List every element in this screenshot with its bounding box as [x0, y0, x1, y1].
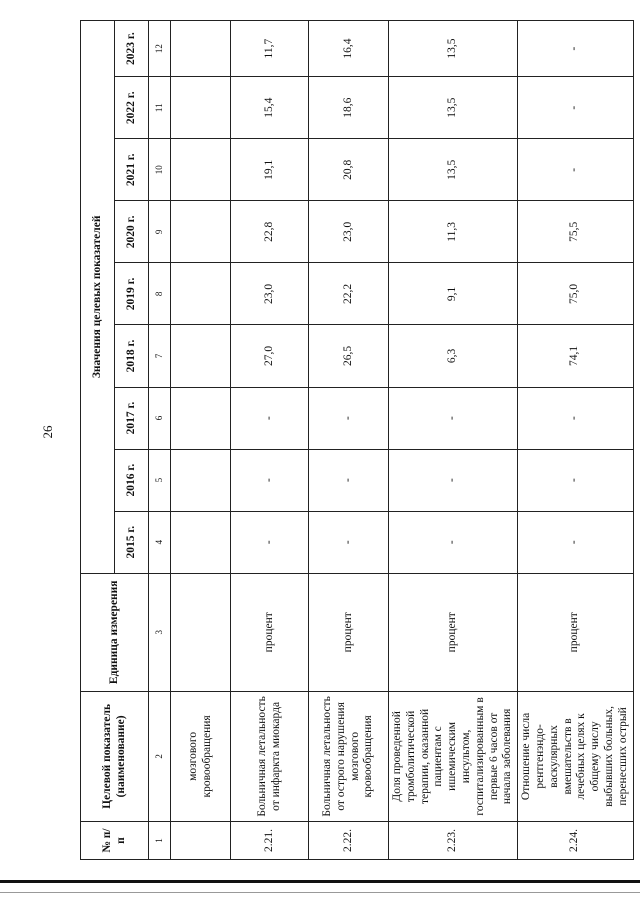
target-indicators-table — [80, 20, 634, 860]
value-cell: - — [389, 387, 518, 449]
value-cell: 13,5 — [389, 139, 518, 201]
unit-cell: процент — [309, 573, 389, 691]
value-cell: 19,1 — [231, 139, 309, 201]
value-cell: 23,0 — [231, 263, 309, 325]
value-cell: - — [518, 449, 633, 511]
row-number: 2.22. — [309, 821, 389, 859]
header-indicator: Целевой показатель (наименование) — [81, 691, 149, 821]
unit-cell: процент — [389, 573, 518, 691]
value-cell: 11,3 — [389, 201, 518, 263]
value-cell — [171, 139, 231, 201]
value-cell: - — [518, 21, 633, 77]
row-number: 2.24. — [518, 821, 633, 859]
table-row — [518, 21, 633, 860]
value-cell: 26,5 — [309, 325, 389, 387]
table-row — [231, 21, 309, 860]
page-number: 26 — [40, 425, 55, 439]
value-cell: 16,4 — [309, 21, 389, 77]
value-cell — [171, 263, 231, 325]
value-cell: 22,2 — [309, 263, 389, 325]
header-unit: Единица измерения — [81, 573, 149, 691]
value-cell: - — [309, 387, 389, 449]
value-cell: 20,8 — [309, 139, 389, 201]
indicator-name: Больничная летальность от острого нарушения мозгового кровообращения — [309, 691, 389, 821]
header-year: 2018 г. — [115, 325, 149, 387]
unit-cell — [171, 573, 231, 691]
value-cell: - — [518, 77, 633, 139]
column-number: 7 — [149, 325, 171, 387]
value-cell: 74,1 — [518, 325, 633, 387]
value-cell — [171, 511, 231, 573]
value-cell: 23,0 — [309, 201, 389, 263]
value-cell: 9,1 — [389, 263, 518, 325]
header-year: 2017 г. — [115, 387, 149, 449]
column-number: 8 — [149, 263, 171, 325]
row-number — [171, 821, 231, 859]
column-number: 5 — [149, 449, 171, 511]
header-num: № п/п — [81, 821, 149, 859]
value-cell: 6,3 — [389, 325, 518, 387]
table-row — [309, 21, 389, 860]
column-number: 10 — [149, 139, 171, 201]
indicator-name: Доля проведенной тромболитической терапии, оказанной пациентам с ишемическим инсультом, госпитализированным в первые 6 часов от начала заболевания — [389, 691, 518, 821]
value-cell: 27,0 — [231, 325, 309, 387]
header-year: 2015 г. — [115, 511, 149, 573]
value-cell: 22,8 — [231, 201, 309, 263]
value-cell: 13,5 — [389, 77, 518, 139]
value-cell — [171, 77, 231, 139]
page-bottom-rule — [0, 880, 640, 883]
value-cell: 75,5 — [518, 201, 633, 263]
value-cell: 13,5 — [389, 21, 518, 77]
unit-cell: процент — [518, 573, 633, 691]
value-cell — [171, 325, 231, 387]
header-year: 2021 г. — [115, 139, 149, 201]
value-cell: 75,0 — [518, 263, 633, 325]
row-number: 2.21. — [231, 821, 309, 859]
column-number: 4 — [149, 511, 171, 573]
column-number: 9 — [149, 201, 171, 263]
page-edge-line — [0, 892, 640, 893]
value-cell: 18,6 — [309, 77, 389, 139]
row-number: 2.23. — [389, 821, 518, 859]
indicator-name: Больничная летальность от инфаркта миокарда — [231, 691, 309, 821]
value-cell: - — [518, 139, 633, 201]
header-year: 2019 г. — [115, 263, 149, 325]
value-cell: - — [309, 511, 389, 573]
value-cell: 11,7 — [231, 21, 309, 77]
table-row — [171, 21, 231, 860]
header-year: 2016 г. — [115, 449, 149, 511]
value-cell: - — [389, 449, 518, 511]
value-cell: - — [231, 387, 309, 449]
value-cell: - — [231, 449, 309, 511]
value-cell: - — [518, 511, 633, 573]
value-cell: 15,4 — [231, 77, 309, 139]
value-cell: - — [309, 449, 389, 511]
value-cell — [171, 387, 231, 449]
column-number: 11 — [149, 77, 171, 139]
column-number: 1 — [149, 821, 171, 859]
value-cell — [171, 449, 231, 511]
indicator-name: мозгового кровообращения — [171, 691, 231, 821]
header-year: 2023 г. — [115, 21, 149, 77]
header-values-group: Значения целевых показателей — [81, 21, 115, 574]
column-number: 2 — [149, 691, 171, 821]
table-row — [389, 21, 518, 860]
value-cell — [171, 21, 231, 77]
indicator-name: Отношение числа рентгенэндо-васкулярных вмешательств в лечебных целях к общему числу выбывших больных, перенесших острый — [518, 691, 633, 821]
header-year: 2020 г. — [115, 201, 149, 263]
value-cell: - — [389, 511, 518, 573]
column-number: 3 — [149, 573, 171, 691]
value-cell: - — [231, 511, 309, 573]
value-cell: - — [518, 387, 633, 449]
unit-cell: процент — [231, 573, 309, 691]
column-number: 6 — [149, 387, 171, 449]
column-number: 12 — [149, 21, 171, 77]
header-year: 2022 г. — [115, 77, 149, 139]
rotated-table-wrapper — [80, 20, 629, 860]
value-cell — [171, 201, 231, 263]
